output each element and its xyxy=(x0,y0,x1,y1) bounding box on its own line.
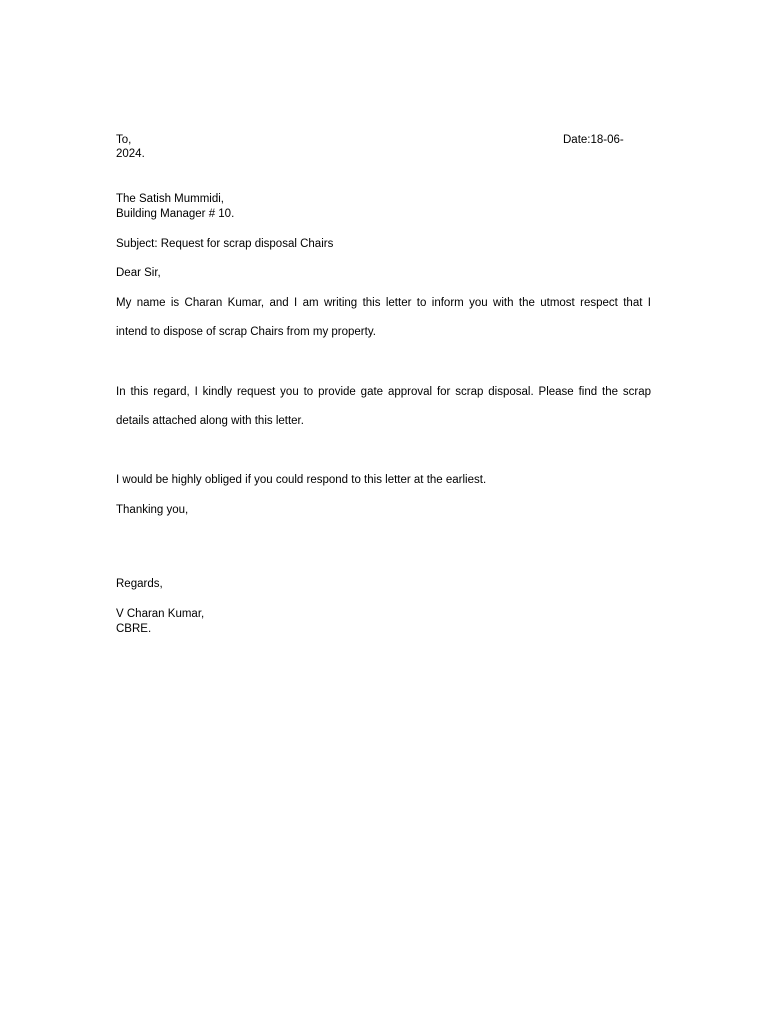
date-line: Date:18-06- xyxy=(563,134,624,146)
paragraph-1-line-1: My name is Charan Kumar, and I am writing this letter to inform you with the utmost respect that I xyxy=(116,297,651,309)
recipient-name: The Satish Mummidi, xyxy=(116,193,225,205)
salutation: Dear Sir, xyxy=(116,267,161,279)
date-year: 2024. xyxy=(116,148,145,160)
regards-line: Regards, xyxy=(116,578,163,590)
paragraph-2-line-2: details attached along with this letter. xyxy=(116,415,304,427)
sender-company: CBRE. xyxy=(116,623,152,635)
recipient-title: Building Manager # 10. xyxy=(116,208,235,220)
sender-name: V Charan Kumar, xyxy=(116,608,205,620)
thanks-line: Thanking you, xyxy=(116,504,189,516)
paragraph-3: I would be highly obliged if you could respond to this letter at the earliest. xyxy=(116,474,487,486)
paragraph-2-line-1: In this regard, I kindly request you to provide gate approval for scrap disposal. Please find the scrap xyxy=(116,386,651,398)
to-label: To, xyxy=(116,134,132,146)
subject-line: Subject: Request for scrap disposal Chairs xyxy=(116,238,334,250)
paragraph-1-line-2: intend to dispose of scrap Chairs from my property. xyxy=(116,326,376,338)
